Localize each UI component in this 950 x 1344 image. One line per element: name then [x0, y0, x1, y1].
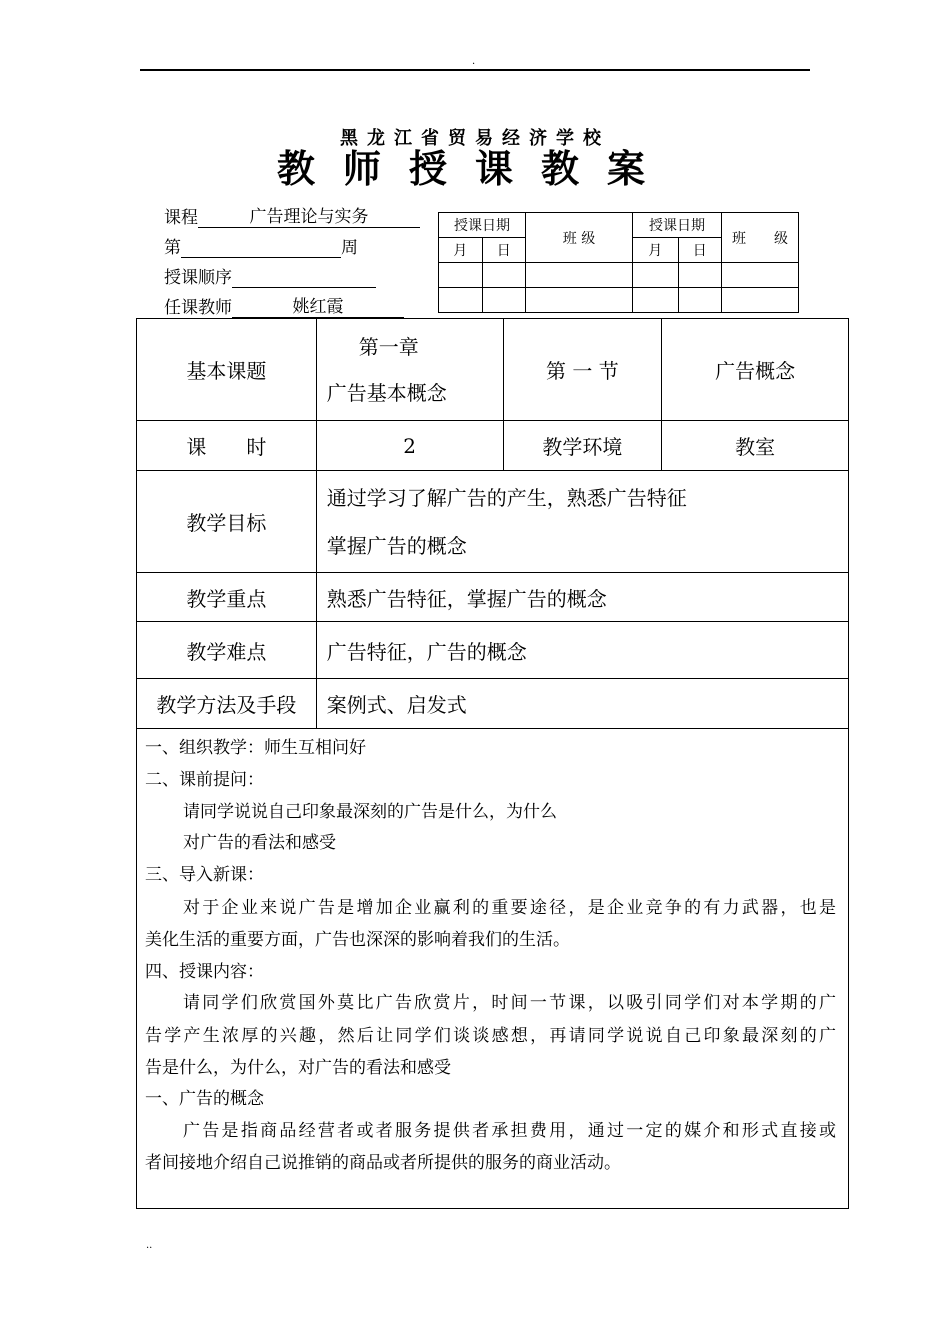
chapter-title: 广告基本概念	[326, 380, 447, 405]
key-point-label: 教学重点	[137, 573, 317, 622]
header-dot: .	[472, 56, 476, 67]
schedule-table	[438, 212, 799, 313]
content-line-11: 告是什么，为什么，对广告的看法和感受	[145, 1058, 451, 1078]
month-header-2: 月	[633, 238, 679, 263]
goal-cell	[316, 471, 848, 573]
content-line-7: 美化生活的重要方面，广告也深深的影响着我们的生活。	[145, 930, 570, 950]
schedule-cell	[439, 288, 483, 313]
class-header-2: 班 级	[722, 213, 799, 263]
schedule-cell	[482, 288, 526, 313]
goal-line-1: 通过学习了解广告的产生，熟悉广告特征	[326, 485, 687, 510]
content-line-9: 请同学们欣赏国外莫比广告欣赏片，时间一节课，以吸引同学们对本学期的广	[183, 993, 836, 1013]
content-line-4: 对广告的看法和感受	[183, 833, 336, 853]
section-title: 广告概念	[662, 319, 849, 421]
content-line-5: 三、导入新课：	[145, 865, 264, 885]
method-value: 案例式、启发式	[316, 679, 848, 729]
teacher-line	[164, 293, 404, 318]
schedule-cell	[439, 263, 483, 288]
schedule-cell	[482, 263, 526, 288]
hours-value: 2	[316, 421, 503, 471]
hours-label: 课 时	[137, 421, 317, 471]
content-line-13: 广告是指商品经营者或者服务提供者承担费用，通过一定的媒介和形式直接或	[183, 1121, 836, 1141]
teacher-value: 姚红霞	[232, 297, 404, 318]
schedule-row	[439, 288, 799, 313]
goal-label: 教学目标	[137, 471, 317, 573]
environment-label: 教学环境	[503, 421, 662, 471]
content-line-2: 二、课前提问：	[145, 770, 264, 790]
date-header-1: 授课日期	[439, 213, 526, 238]
course-label: 课程	[164, 208, 198, 228]
goal-line-2: 掌握广告的概念	[326, 533, 467, 558]
week-value	[181, 237, 341, 258]
lesson-content	[136, 728, 849, 1209]
key-point-value: 熟悉广告特征，掌握广告的概念	[316, 573, 848, 622]
schedule-cell	[678, 288, 722, 313]
chapter-cell	[316, 319, 503, 421]
section-number: 第 一 节	[503, 319, 662, 421]
week-label: 第	[164, 238, 181, 258]
week-line	[164, 233, 358, 258]
footer-mark: ..	[146, 1240, 153, 1251]
content-line-6: 对于企业来说广告是增加企业赢利的重要途径，是企业竞争的有力武器，也是	[183, 898, 836, 918]
content-line-1: 一、组织教学：师生互相问好	[145, 738, 366, 758]
content-line-8: 四、授课内容：	[145, 962, 264, 982]
month-header-1: 月	[439, 238, 483, 263]
order-line	[164, 263, 376, 288]
course-value: 广告理论与实务	[198, 207, 420, 228]
schedule-cell	[526, 263, 633, 288]
date-header-2: 授课日期	[633, 213, 722, 238]
content-line-3: 请同学说说自己印象最深刻的广告是什么，为什么	[183, 802, 557, 822]
content-line-12: 一、广告的概念	[145, 1089, 264, 1109]
day-header-2: 日	[678, 238, 722, 263]
content-line-10: 告学产生浓厚的兴趣，然后让同学们谈谈感想，再请同学说说自己印象最深刻的广	[145, 1026, 836, 1046]
schedule-cell	[633, 288, 679, 313]
schedule-cell	[722, 288, 799, 313]
schedule-cell	[633, 263, 679, 288]
difficulty-label: 教学难点	[137, 622, 317, 679]
environment-value: 教室	[662, 421, 849, 471]
schedule-row	[439, 263, 799, 288]
content-line-14: 者间接地介绍自己说推销的商品或者所提供的服务的商业活动。	[145, 1153, 621, 1173]
topic-label: 基本课题	[137, 319, 317, 421]
schedule-cell	[526, 288, 633, 313]
schedule-cell	[722, 263, 799, 288]
course-line	[164, 203, 420, 228]
header-rule	[140, 69, 810, 71]
chapter-number: 第一章	[358, 334, 419, 359]
order-value	[232, 267, 376, 288]
school-name: 黑龙江省贸易经济学校	[340, 128, 610, 149]
schedule-cell	[678, 263, 722, 288]
teacher-label: 任课教师	[164, 298, 232, 318]
order-label: 授课顺序	[164, 268, 232, 288]
document-title: 教师授课教案	[276, 146, 673, 191]
week-suffix: 周	[341, 238, 358, 258]
class-header-1: 班 级	[526, 213, 633, 263]
lesson-table	[136, 318, 849, 729]
day-header-1: 日	[482, 238, 526, 263]
method-label: 教学方法及手段	[137, 679, 317, 729]
difficulty-value: 广告特征，广告的概念	[316, 622, 848, 679]
